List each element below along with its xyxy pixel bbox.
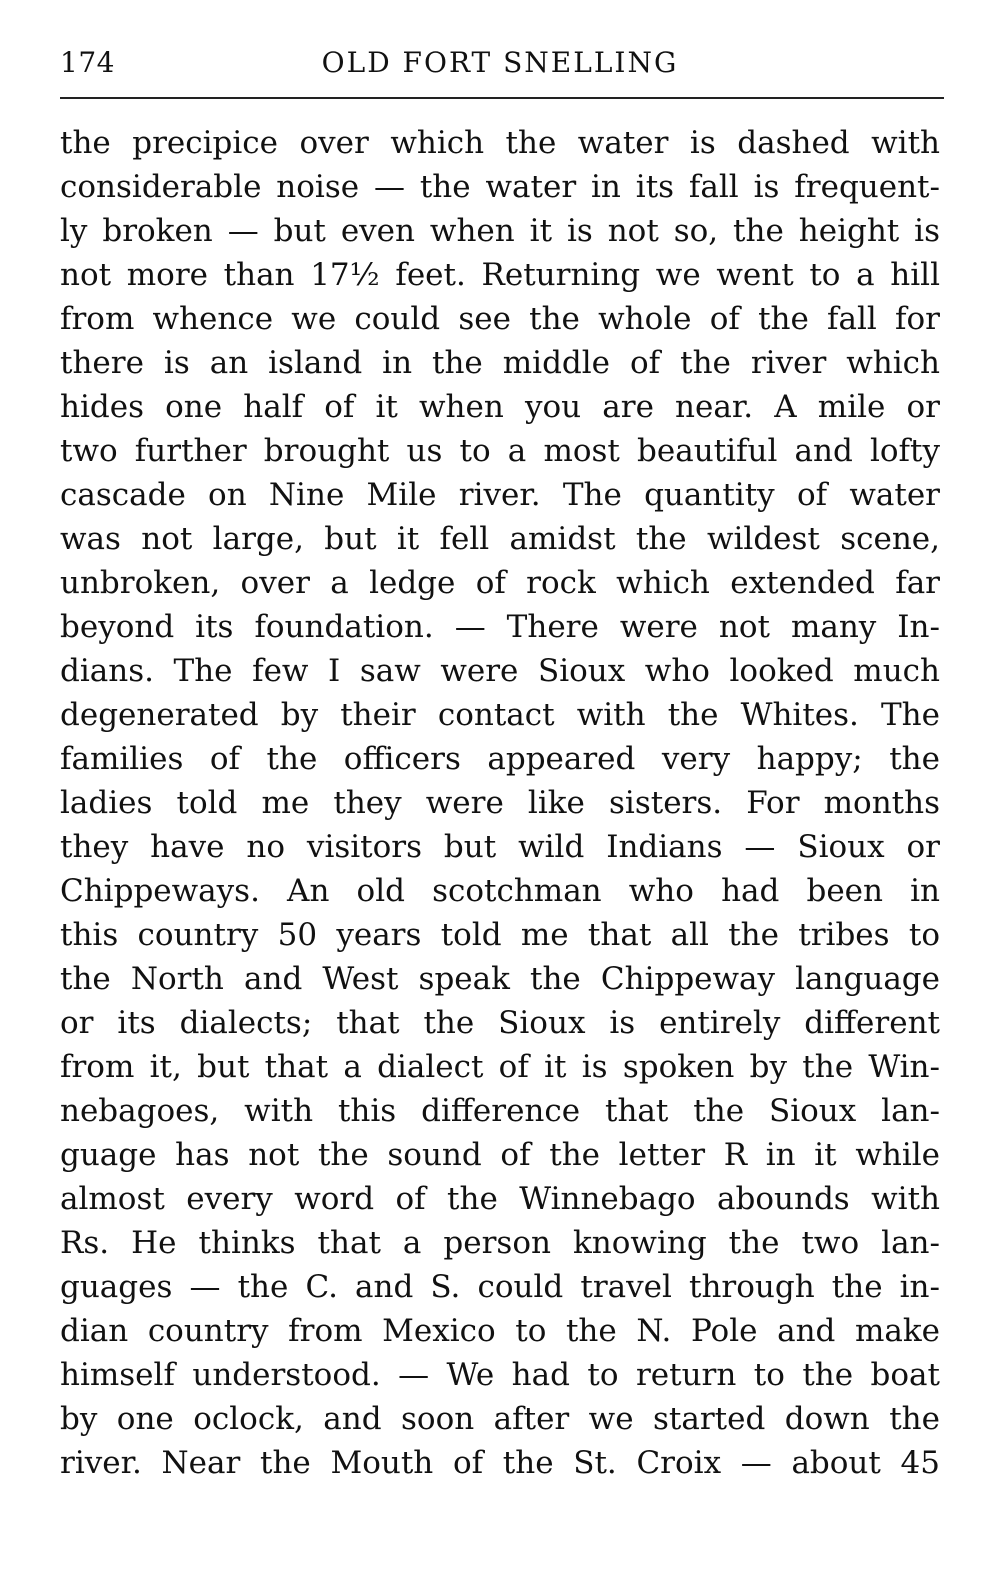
text-line: beyond its foundation. — There were not many In- <box>60 609 940 645</box>
text-line: hides one half of it when you are near. A mile or <box>60 389 940 425</box>
text-line: river. Near the Mouth of the St. Croix — about 45 <box>60 1445 940 1481</box>
body-text <box>60 121 940 1485</box>
text-line: the precipice over which the water is dashed with <box>60 125 940 161</box>
running-title: OLD FORT SNELLING <box>321 46 679 79</box>
text-line: almost every word of the Winnebago abounds with <box>60 1181 940 1217</box>
text-line: from it, but that a dialect of it is spoken by the Win- <box>60 1049 940 1085</box>
text-line: this country 50 years told me that all the tribes to <box>60 917 940 953</box>
text-line: nebagoes, with this difference that the Sioux lan- <box>60 1093 940 1129</box>
text-line: dians. The few I saw were Sioux who looked much <box>60 653 940 689</box>
text-line: Rs. He thinks that a person knowing the two lan- <box>60 1225 940 1261</box>
text-line: dian country from Mexico to the N. Pole and make <box>60 1313 940 1349</box>
text-line: unbroken, over a ledge of rock which extended far <box>60 565 940 601</box>
text-line: cascade on Nine Mile river. The quantity of water <box>60 477 940 513</box>
text-line: was not large, but it fell amidst the wildest scene, <box>60 521 940 557</box>
text-line: from whence we could see the whole of the fall for <box>60 301 940 337</box>
text-line: there is an island in the middle of the river which <box>60 345 940 381</box>
text-line: himself understood. — We had to return to the boat <box>60 1357 940 1393</box>
text-line: degenerated by their contact with the Whites. The <box>60 697 940 733</box>
text-line: or its dialects; that the Sioux is entirely different <box>60 1005 940 1041</box>
text-line: ladies told me they were like sisters. For months <box>60 785 940 821</box>
text-line: not more than 17½ feet. Returning we went to a hill <box>60 257 940 293</box>
text-line: guages — the C. and S. could travel through the in- <box>60 1269 940 1305</box>
text-line: the North and West speak the Chippeway language <box>60 961 940 997</box>
page-header <box>60 38 940 94</box>
text-line: Chippeways. An old scotchman who had been in <box>60 873 940 909</box>
text-line: ly broken — but even when it is not so, the height is <box>60 213 940 249</box>
text-line: they have no visitors but wild Indians — Sioux or <box>60 829 940 865</box>
text-line: guage has not the sound of the letter R in it while <box>60 1137 940 1173</box>
text-line: considerable noise — the water in its fall is frequent- <box>60 169 940 205</box>
page-number: 174 <box>60 46 115 79</box>
text-line: by one oclock, and soon after we started down the <box>60 1401 940 1437</box>
text-line: two further brought us to a most beautiful and lofty <box>60 433 940 469</box>
text-line: families of the officers appeared very happy; the <box>60 741 940 777</box>
header-rule <box>60 97 944 99</box>
